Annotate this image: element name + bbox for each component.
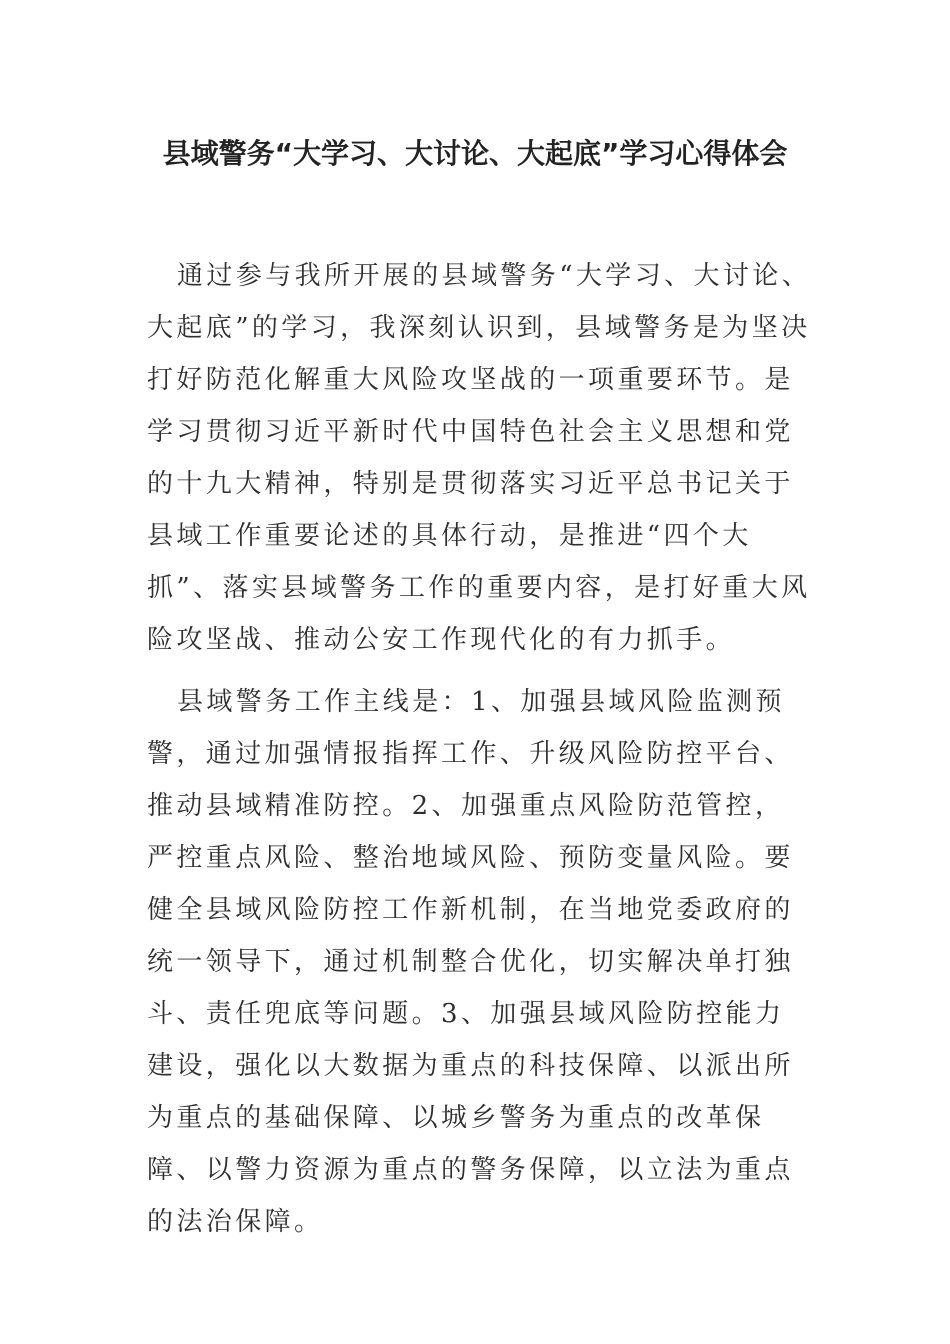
paragraph-2: 县域警务工作主线是：1、加强县域风险监测预警，通过加强情报指挥工作、升级风险防控平台、推动县域精准防控。2、加强重点风险防范管控，严控重点风险、整治地域风险、预防变量风险。要健全县域风险防控工作新机制，在当地党委政府的统一领导下，通过机制整合优化，切实解决单打独斗、责任兜底等问题。3、加强县域风险防控能力建设，强化以大数据为重点的科技保障、以派出所为重点的基础保障、以城乡警务为重点的改革保障、以警力资源为重点的警务保障，以立法为重点的法治保障。 [147, 687, 794, 1237]
document-title: 县域警务“大学习、大讨论、大起底”学习心得体会 [162, 137, 788, 170]
paragraph-1: 通过参与我所开展的县域警务“大学习、大讨论、大起底”的学习，我深刻认识到，县域警务是为坚决打好防范化解重大风险攻坚战的一项重要环节。是学习贯彻习近平新时代中国特色社会主义思想和党的十九大精神，特别是贯彻落实习近平总书记关于县域工作重要论述的具体行动，是推进“四个大抓”、落实县域警务工作的重要内容，是打好重大风险攻坚战、推动公安工作现代化的有力抓手。 [147, 261, 812, 655]
